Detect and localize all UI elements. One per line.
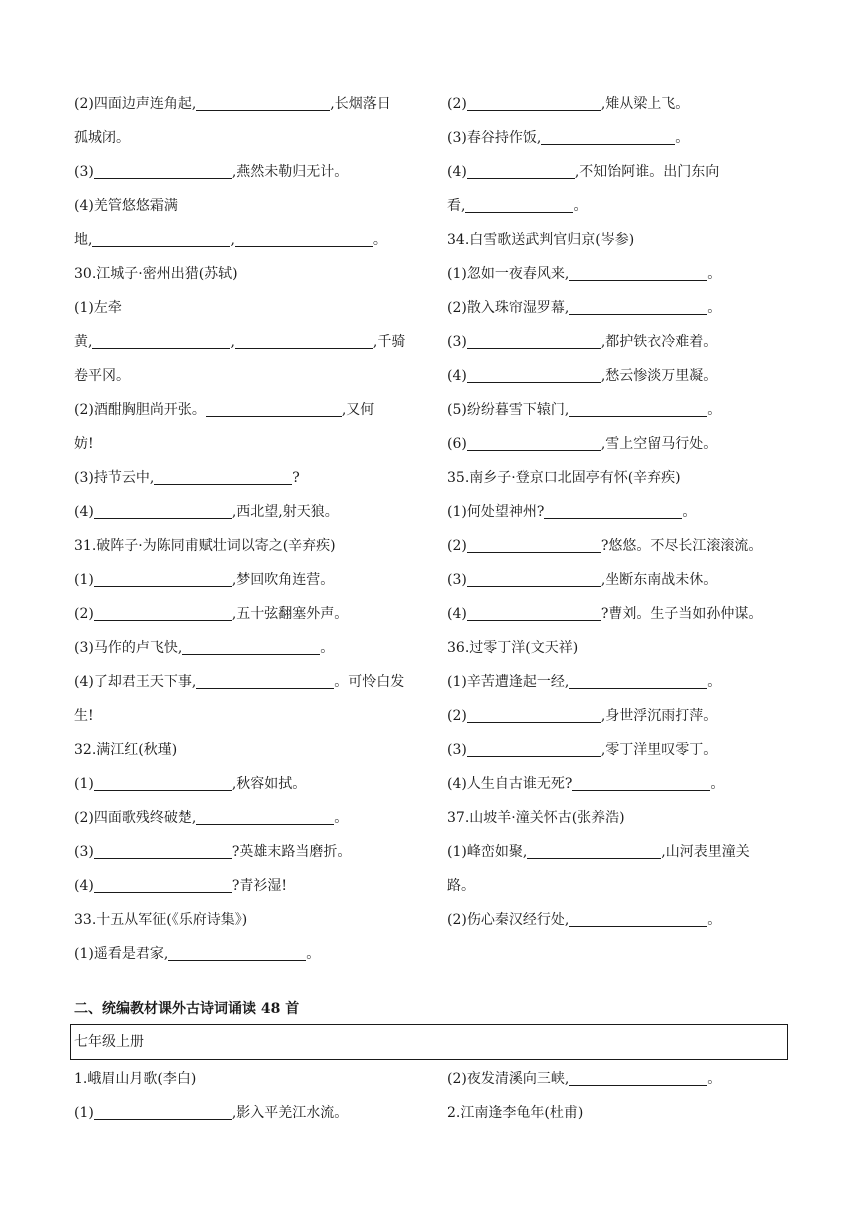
line-text: 。 [707,674,722,690]
line-text: 36.过零丁洋(文天祥) [447,640,579,656]
line-text: (2)四面边声连角起, [74,96,197,112]
answer-blank[interactable] [94,1103,232,1120]
answer-blank[interactable] [235,230,373,247]
line-text: ,雪上空留马行处。 [600,436,718,452]
line-text: (2) [447,708,467,724]
line-text: ,都护铁衣冷难着。 [600,334,718,350]
line-text: (2) [447,538,467,554]
line-text: (2) [447,96,467,112]
line-text: (4) [447,606,467,622]
answer-blank[interactable] [527,842,661,859]
text-line [74,903,422,937]
line-text: 地, [74,232,93,248]
answer-blank[interactable] [569,298,707,315]
text-line [74,733,422,767]
line-text: 。 [675,130,690,146]
line-text: 30.江城子·密州出猎(苏轼) [74,266,238,282]
line-text: (1) [74,572,94,588]
right-column [447,87,792,937]
line-text: ,零丁洋里叹零丁。 [600,742,718,758]
line-text: ,雉从梁上飞。 [600,96,690,112]
line-text: 。 [710,776,725,792]
answer-blank[interactable] [94,604,232,621]
line-text: (4) [447,164,467,180]
section-title: 二、统编教材课外古诗词诵读 48 首 [74,1001,300,1017]
text-line [447,121,792,155]
line-text: (6) [447,436,467,452]
text-line [447,359,792,393]
line-text: ,愁云惨淡万里凝。 [600,368,718,384]
line-text: (4)人生自古谁无死? [447,776,573,792]
text-line [447,87,792,121]
text-line [74,121,422,155]
line-text: (4)羌管悠悠霜满 [74,198,178,214]
line-text: 2.江南逢李龟年(杜甫) [447,1105,584,1121]
line-text: ?曹刘。生子当如孙仲谋。 [600,606,763,622]
line-text: (3)持节云中, [74,470,155,486]
answer-blank[interactable] [541,128,675,145]
text-line [74,529,422,563]
text-line [74,223,422,257]
line-text: (3)马作的卢飞快, [74,640,183,656]
line-text: 。 [707,402,722,418]
line-text: 生! [74,708,94,724]
text-line [74,427,422,461]
text-line [447,869,792,903]
line-text: (4) [74,504,94,520]
text-line [447,597,792,631]
text-line [74,699,422,733]
text-line [447,665,792,699]
line-text: 33.十五从军征(《乐府诗集》) [74,912,248,928]
text-line [74,631,422,665]
line-text: 。 [573,198,588,214]
text-line [447,733,792,767]
line-text: ?青衫湿! [231,878,287,894]
line-text: (5)纷纷暮雪下辕门, [447,402,570,418]
text-line [447,495,792,529]
answer-blank[interactable] [467,536,601,553]
answer-blank[interactable] [569,400,707,417]
line-text: (2)夜发清溪向三峡, [447,1071,570,1087]
line-text: ,梦回吹角连营。 [231,572,335,588]
answer-blank[interactable] [94,774,232,791]
answer-blank[interactable] [467,94,601,111]
answer-blank[interactable] [196,672,334,689]
line-text: 。 [320,640,335,656]
bottom-left-column [74,1062,422,1130]
answer-blank[interactable] [467,332,601,349]
line-text: 黄, [74,334,93,350]
answer-blank[interactable] [154,468,292,485]
answer-blank[interactable] [467,366,601,383]
answer-blank[interactable] [235,332,373,349]
line-text: ?悠悠。不尽长江滚滚流。 [600,538,763,554]
bottom-right-column [447,1062,792,1130]
answer-blank[interactable] [467,162,575,179]
text-line [447,155,792,189]
text-line [447,325,792,359]
line-text: 。 [372,232,387,248]
line-text: 路。 [447,878,475,894]
line-text: 。 [682,504,697,520]
text-line [74,359,422,393]
answer-blank[interactable] [182,638,320,655]
text-line [74,291,422,325]
line-text: (1)辛苦遭逢起一经, [447,674,570,690]
text-line [447,461,792,495]
line-text: ,不知饴阿谁。出门东向 [574,164,720,180]
line-text: ,千骑 [372,334,406,350]
line-text: ?英雄末路当磨折。 [231,844,352,860]
line-text: 32.满江红(秋瑾) [74,742,178,758]
left-column [74,87,422,971]
text-line [447,1096,792,1130]
line-text: (1) [74,1105,94,1121]
line-text: 。 [707,912,722,928]
answer-blank[interactable] [196,94,330,111]
answer-blank[interactable] [467,570,601,587]
answer-blank[interactable] [569,264,707,281]
line-text: 。可怜白发 [334,674,405,690]
text-line [74,257,422,291]
answer-blank[interactable] [465,196,573,213]
line-text: (3) [74,164,94,180]
line-text: 。 [334,810,349,826]
line-text: 。 [707,266,722,282]
text-line [74,393,422,427]
answer-blank[interactable] [206,400,342,417]
line-text: ,又何 [341,402,375,418]
text-line [447,393,792,427]
answer-blank[interactable] [94,162,232,179]
text-line [447,801,792,835]
text-line [74,325,422,359]
text-line [447,1062,792,1096]
answer-blank[interactable] [569,910,707,927]
line-text: 卷平冈。 [74,368,130,384]
text-line [74,87,422,121]
line-text: (1)遥看是君家, [74,946,169,962]
line-text: (2) [74,606,94,622]
text-line [74,1096,422,1130]
answer-blank[interactable] [544,502,682,519]
text-line [74,461,422,495]
line-text: (4) [74,878,94,894]
answer-blank[interactable] [94,570,232,587]
text-line [447,291,792,325]
answer-blank[interactable] [94,876,232,893]
line-text: 34.白雪歌送武判官归京(岑参) [447,232,635,248]
answer-blank[interactable] [569,672,707,689]
text-line [447,223,792,257]
line-text: ,燕然未勒归无计。 [231,164,349,180]
line-text: (2)酒酣胸胆尚开张。 [74,402,206,418]
line-text: 孤城闭。 [74,130,130,146]
line-text: ,影入平羌江水流。 [231,1105,349,1121]
text-line [74,869,422,903]
line-text: ,秋容如拭。 [231,776,307,792]
text-line [74,563,422,597]
text-line [447,189,792,223]
answer-blank[interactable] [94,842,232,859]
answer-blank[interactable] [467,706,601,723]
text-line [74,1062,422,1096]
line-text: (3) [447,742,467,758]
text-line [74,155,422,189]
grade-label-box [70,1024,788,1060]
line-text: (1) [74,776,94,792]
line-text: (2)伤心秦汉经行处, [447,912,570,928]
line-text: (3) [74,844,94,860]
text-line [74,597,422,631]
text-line [447,699,792,733]
text-line [447,563,792,597]
line-text: (3) [447,334,467,350]
answer-blank[interactable] [92,332,230,349]
text-line [447,903,792,937]
text-line [447,257,792,291]
answer-blank[interactable] [467,434,601,451]
line-text: 。 [707,300,722,316]
line-text: 。 [306,946,321,962]
line-text: ,山河表里潼关 [661,844,750,860]
answer-blank[interactable] [467,604,601,621]
line-text: (4) [447,368,467,384]
line-text: ,长烟落日 [330,96,391,112]
text-line [74,801,422,835]
line-text: 1.峨眉山月歌(李白) [74,1071,197,1087]
line-text: ? [292,470,300,486]
line-text: (2)散入珠帘湿罗幕, [447,300,570,316]
line-text: 35.南乡子·登京口北固亭有怀(辛弃疾) [447,470,681,486]
text-line [74,495,422,529]
line-text: ,西北望,射天狼。 [231,504,339,520]
text-line [74,937,422,971]
line-text: (2)四面歌残终破楚, [74,810,197,826]
answer-blank[interactable] [467,740,601,757]
text-line [447,427,792,461]
line-text: (1)何处望神州? [447,504,545,520]
line-text: (1)忽如一夜春风来, [447,266,570,282]
text-line [447,529,792,563]
answer-blank[interactable] [92,230,230,247]
text-line [74,835,422,869]
line-text: (3)春谷持作饭, [447,130,542,146]
line-text: ,五十弦翻塞外声。 [231,606,349,622]
line-text: (4)了却君王天下事, [74,674,197,690]
line-text: (3) [447,572,467,588]
text-line [447,835,792,869]
line-text: ,坐断东南战未休。 [600,572,718,588]
grade-label: 七年级上册 [74,1034,144,1050]
text-line [447,631,792,665]
answer-blank[interactable] [569,1069,707,1086]
line-text: 妨! [74,436,94,452]
text-line [74,665,422,699]
line-text: (1)峰峦如聚, [447,844,528,860]
line-text: 看, [447,198,466,214]
answer-blank[interactable] [94,502,232,519]
line-text: , [230,334,235,350]
answer-blank[interactable] [196,808,334,825]
line-text: 31.破阵子·为陈同甫赋壮词以寄之(辛弃疾) [74,538,336,554]
line-text: 37.山坡羊·潼关怀古(张养浩) [447,810,625,826]
answer-blank[interactable] [572,774,710,791]
line-text: , [230,232,235,248]
text-line [74,189,422,223]
text-line [74,767,422,801]
text-line [447,767,792,801]
answer-blank[interactable] [168,944,306,961]
line-text: (1)左牵 [74,300,122,316]
line-text: ,身世浮沉雨打萍。 [600,708,718,724]
line-text: 。 [707,1071,722,1087]
